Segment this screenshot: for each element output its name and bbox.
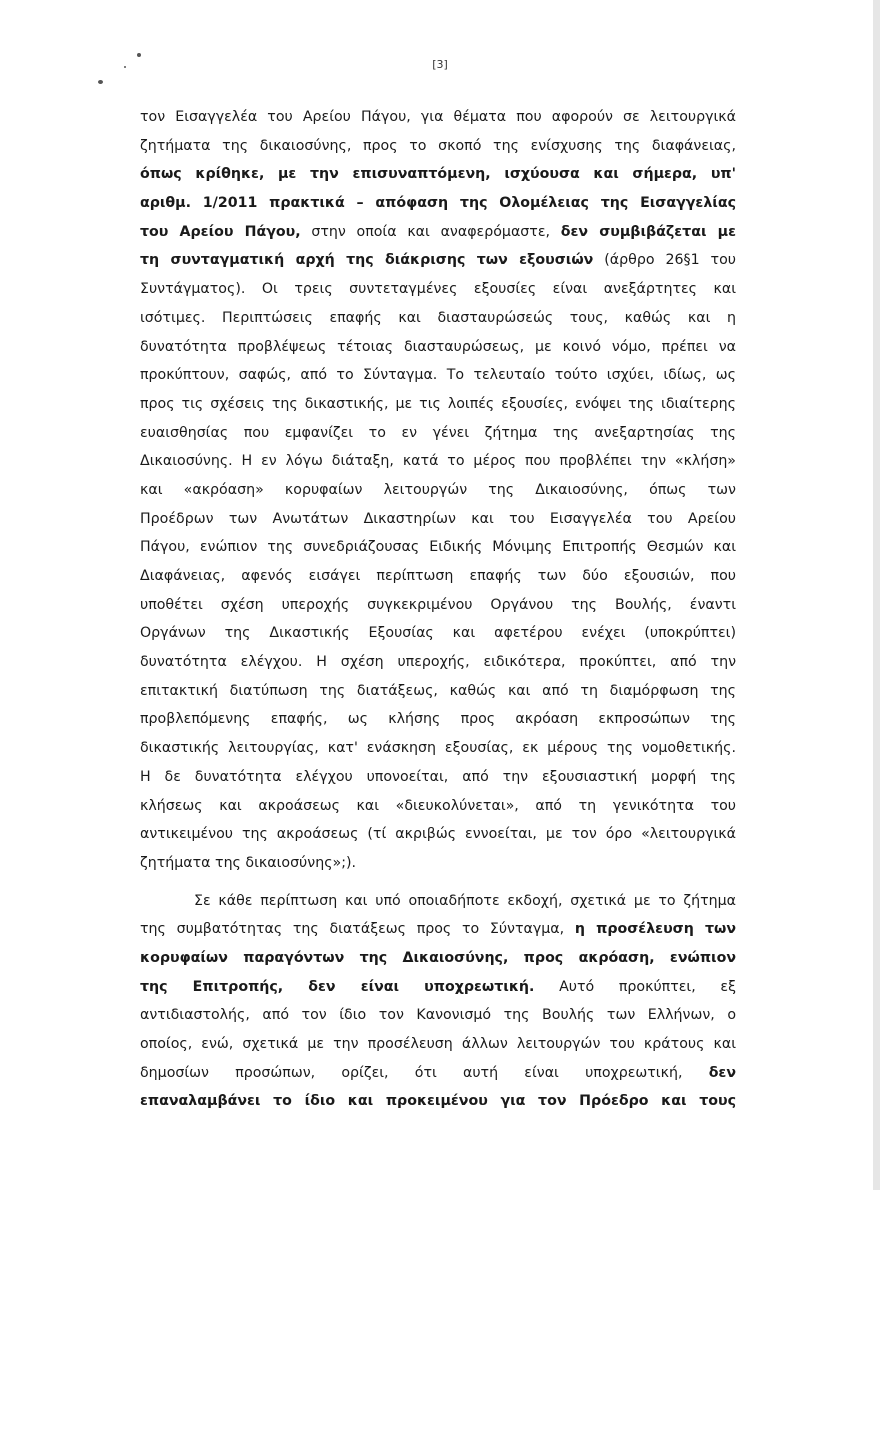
text-line <box>140 476 736 505</box>
text-line <box>140 820 736 849</box>
text-segment: Πάγου, ενώπιον της συνεδριάζουσας Ειδικής Μόνιμης Επιτροπής Θεσμών και <box>140 539 736 556</box>
text-line <box>140 887 736 916</box>
text-segment: τον Εισαγγελέα του Αρείου Πάγου, για θέματα που αφορούν σε λειτουργικά <box>140 109 736 125</box>
scan-speck <box>137 53 141 57</box>
paragraph-gap <box>140 878 736 887</box>
text-segment: στην οποία και αναφερόμαστε, <box>300 223 561 240</box>
text-line <box>140 619 736 648</box>
text-line <box>140 648 736 677</box>
text-segment: Οργάνων της Δικαστικής Εξουσίας και αφετέρου ενέχει (υποκρύπτει) <box>140 625 736 642</box>
text-segment: ζητήματα της δικαιοσύνης, προς το σκοπό της ενίσχυσης της διαφάνειας, <box>140 137 736 154</box>
text-line <box>140 973 736 1002</box>
text-segment: και «ακρόαση» κορυφαίων λειτουργών της Δικαιοσύνης, όπως των <box>140 481 736 498</box>
text-line <box>140 792 736 821</box>
bold-text-segment: η προσέλευση των <box>574 921 736 938</box>
text-segment: ζητήματα της δικαιοσύνης»;). <box>140 854 357 871</box>
text-line <box>140 189 736 218</box>
text-line <box>140 677 736 706</box>
text-segment: Προέδρων των Ανωτάτων Δικαστηρίων και του Εισαγγελέα του Αρείου <box>140 510 736 527</box>
text-segment: δικαστικής λειτουργίας, κατ' ενάσκηση εξουσίας, εκ μέρους της νομοθετικής. <box>140 740 736 757</box>
text-line <box>140 849 736 878</box>
text-segment: ευαισθησίας που εμφανίζει το εν γένει ζήτημα της ανεξαρτησίας της <box>140 424 736 441</box>
text-segment: της συμβατότητας της διατάξεως προς το Σύνταγμα, <box>140 921 575 938</box>
document-body <box>140 103 736 1116</box>
text-line <box>140 275 736 304</box>
text-segment: αντικειμένου της ακροάσεως (τί ακριβώς εννοείται, με τον όρο «λειτουργικά <box>140 826 736 843</box>
text-line <box>140 390 736 419</box>
bold-text-segment: του Αρείου Πάγου, <box>140 223 301 240</box>
text-line <box>140 447 736 476</box>
text-line <box>140 1087 736 1116</box>
bold-text-segment: κορυφαίων παραγόντων της Δικαιοσύνης, προς ακρόαση, ενώπιον <box>140 949 736 966</box>
text-line <box>140 533 736 562</box>
bold-text-segment: επαναλαμβάνει το ίδιο και προκειμένου για τον Πρόεδρο και τους <box>140 1093 736 1110</box>
text-line <box>140 763 736 792</box>
bold-text-segment: δεν <box>708 1064 736 1081</box>
bold-text-segment: δεν συμβιβάζεται με <box>560 223 736 240</box>
text-segment: Δικαιοσύνης. Η εν λόγω διάταξη, κατά το μέρος που προβλέπει την «κλήση» <box>140 453 736 470</box>
text-line <box>140 132 736 161</box>
text-segment: (άρθρο 26§1 του <box>593 252 736 269</box>
paragraph-2 <box>140 887 736 1117</box>
text-segment: ισότιμες. Περιπτώσεις επαφής και διασταυρώσεώς τους, καθώς και η <box>140 309 736 326</box>
bold-text-segment: όπως κρίθηκε, με την επισυναπτόμενη, ισχύουσα και σήμερα, υπ' <box>140 166 736 183</box>
bold-text-segment: τη συνταγματική αρχή της διάκρισης των εξουσιών <box>140 252 594 269</box>
text-line <box>140 103 736 132</box>
text-line <box>140 160 736 189</box>
text-line <box>140 915 736 944</box>
text-line <box>140 361 736 390</box>
page-number: [3] <box>432 58 448 71</box>
text-segment: επιτακτική διατύπωση της διατάξεως, καθώς και από τη διαμόρφωση της <box>140 682 736 699</box>
bold-text-segment: της Επιτροπής, δεν είναι υποχρεωτική. <box>140 978 535 995</box>
text-segment: Αυτό προκύπτει, εξ <box>534 978 736 995</box>
text-segment: προβλεπόμενης επαφής, ως κλήσης προς ακρόαση εκπροσώπων της <box>140 711 736 728</box>
text-segment: δυνατότητα ελέγχου. Η σχέση υπεροχής, ειδικότερα, προκύπτει, από την <box>140 654 736 671</box>
bold-text-segment: αριθμ. 1/2011 πρακτικά – απόφαση της Ολομέλειας της Εισαγγελίας <box>140 195 736 212</box>
paragraph-1 <box>140 103 736 878</box>
text-line <box>140 246 736 275</box>
text-segment: δημοσίων προσώπων, ορίζει, ότι αυτή είναι υποχρεωτική, <box>140 1064 709 1081</box>
text-line <box>140 734 736 763</box>
text-segment: κλήσεως και ακροάσεως και «διευκολύνεται», από τη γενικότητα του <box>140 797 736 814</box>
text-segment: οποίος, ενώ, σχετικά με την προσέλευση άλλων λειτουργών του κράτους και <box>140 1036 736 1052</box>
text-line <box>140 591 736 620</box>
text-line <box>140 218 736 247</box>
text-line <box>140 705 736 734</box>
text-line <box>140 333 736 362</box>
text-segment: Η δε δυνατότητα ελέγχου υπονοείται, από την εξουσιαστική μορφή της <box>140 768 736 785</box>
text-line <box>140 505 736 534</box>
text-line <box>140 1030 736 1059</box>
scan-edge <box>873 0 880 1190</box>
text-line <box>140 419 736 448</box>
text-segment: υποθέτει σχέση υπεροχής συγκεκριμένου Οργάνου της Βουλής, έναντι <box>140 596 736 613</box>
text-line <box>140 944 736 973</box>
text-segment: Σε κάθε περίπτωση και υπό οποιαδήποτε εκδοχή, σχετικά με το ζήτημα <box>194 892 736 909</box>
text-segment: προς τις σχέσεις της δικαστικής, με τις λοιπές εξουσίες, ενόψει της ιδιαίτερης <box>140 395 736 412</box>
text-segment: προκύπτουν, σαφώς, από το Σύνταγμα. Το τελευταίο τούτο ισχύει, ιδίως, ως <box>140 367 736 384</box>
text-line <box>140 304 736 333</box>
text-segment: δυνατότητα προβλέψεως τέτοιας διασταυρώσεως, με κοινό νόμο, πρέπει να <box>140 338 736 355</box>
text-line <box>140 1059 736 1088</box>
text-line <box>140 1001 736 1030</box>
text-segment: Συντάγματος). Οι τρεις συντεταγμένες εξουσίες είναι ανεξάρτητες και <box>140 281 736 298</box>
text-segment: Διαφάνειας, αφενός εισάγει περίπτωση επαφής των δύο εξουσιών, που <box>140 568 736 584</box>
text-segment: αντιδιαστολής, από τον ίδιο τον Κανονισμό της Βουλής των Ελλήνων, ο <box>140 1007 736 1024</box>
text-line <box>140 562 736 591</box>
scan-speck <box>98 80 103 84</box>
